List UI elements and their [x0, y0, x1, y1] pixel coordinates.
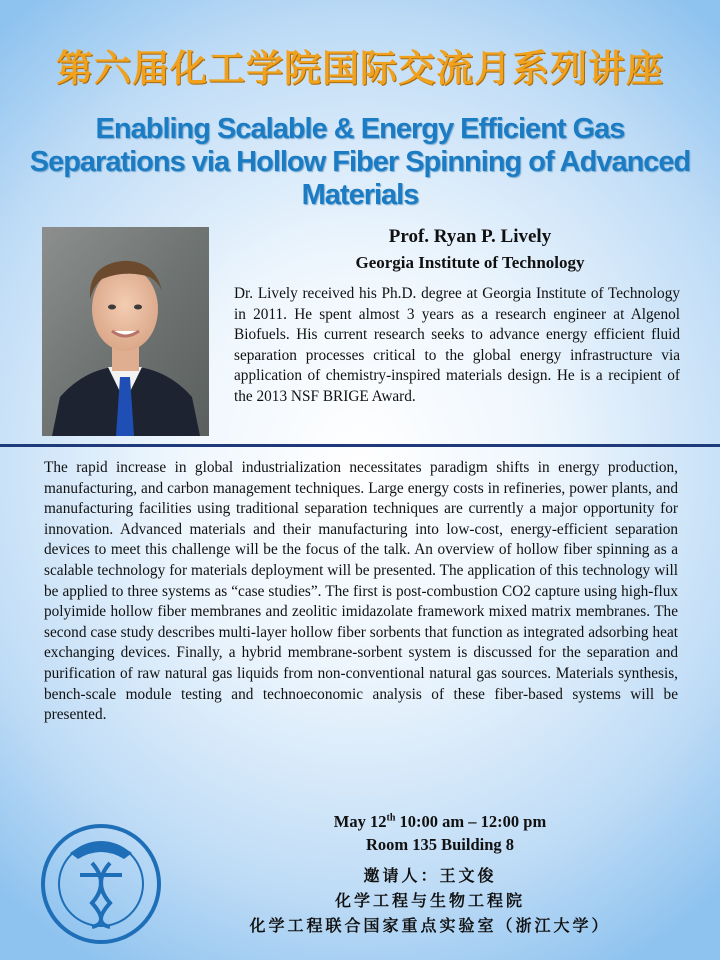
- speaker-name: Prof. Ryan P. Lively: [388, 226, 552, 247]
- event-location: Room 135 Building 8: [365, 835, 515, 854]
- event-time: 10:00 am – 12:00 pm: [395, 812, 547, 831]
- series-title: 第六届化工学院国际交流月系列讲座: [56, 47, 664, 90]
- event-date-suffix: th: [386, 812, 396, 824]
- speaker-bio: Dr. Lively received his Ph.D. degree at Georgia Institute of Technology in 2011. He spent almost 3 years as a research engineer at Algenol Biofuels. His current research seeks to advance energy efficient fluid separation processes critical to the global energy infrastructure via application of chemistry-inspired materials design. He is a recipient of the 2013 NSF BRIGE Award.: [234, 285, 680, 405]
- talk-title: Enabling Scalable & Energy Efficient Gas Separations via Hollow Fiber Spinning of Advanced Materials: [29, 113, 691, 211]
- organizer-inviter: 邀请人：王文俊: [363, 866, 497, 885]
- organizer-lab: 化学工程联合国家重点实验室（浙江大学）: [249, 916, 611, 935]
- talk-abstract: The rapid increase in global industrialization necessitates paradigm shifts in energy production, manufacturing, and carbon management techniques. Large energy costs in refineries, power plants, and manufacturing facilities using traditional separation techniques are currently a major opportunity for innovation. Advanced materials and their manufacturing into low-cost, energy-efficient separation devices to meet this challenge will be the focus of the talk. An overview of hollow fiber spinning as a scalable technology for materials deployment will be presented. The application of this technology will be applied to three systems as “case studies”. The first is post-combustion CO2 capture using high-flux polyimide hollow fiber membranes and zeolitic imidazolate framework mixed matrix membranes. The second case study describes multi-layer hollow fiber sorbents that function as integrated adsorbing heat exchanging devices. Finally, a hybrid membrane-sorbent system is discussed for the separation and purification of raw natural gas liquids from non-conventional natural gas sources. Materials synthesis, bench-scale module testing and technoeconomic analysis of these fiber-based systems will be presented.: [44, 459, 678, 724]
- event-datetime: [260, 812, 620, 832]
- speaker-institution: Georgia Institute of Technology: [355, 253, 585, 272]
- event-date: May 12: [333, 812, 387, 831]
- speaker-photo: [42, 227, 209, 436]
- college-logo: [40, 823, 162, 945]
- section-divider: [0, 444, 720, 447]
- organizer-school: 化学工程与生物工程院: [334, 891, 525, 910]
